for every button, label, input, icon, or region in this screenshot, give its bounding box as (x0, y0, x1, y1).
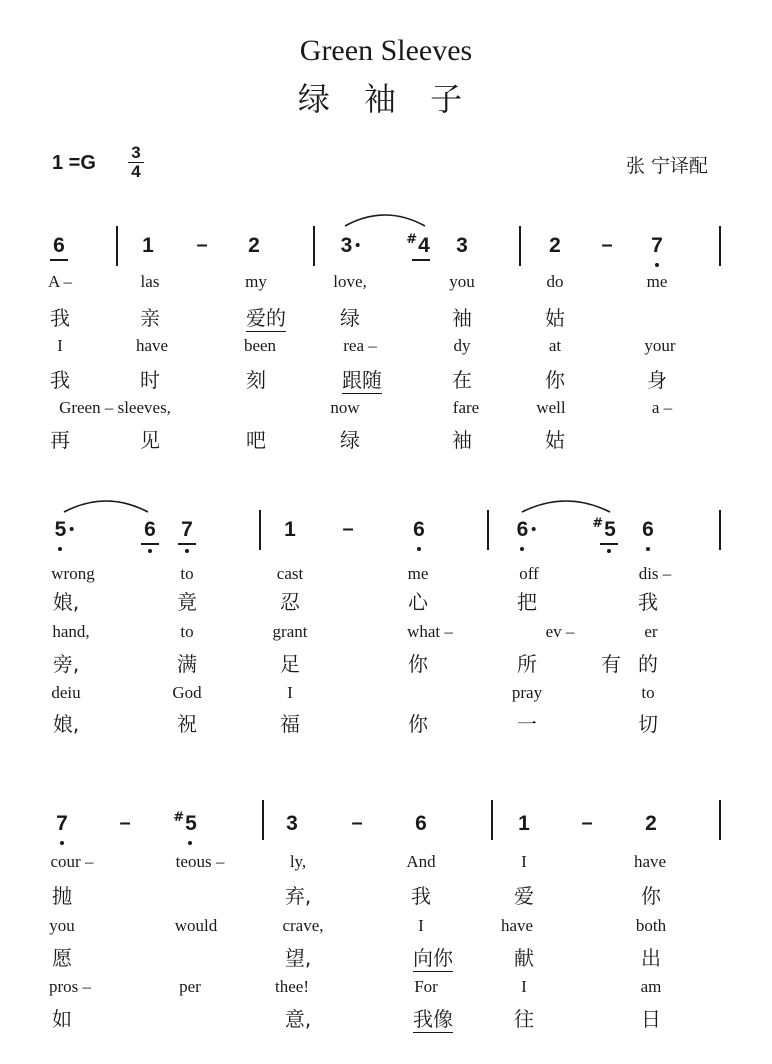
lyric-en: to (180, 622, 194, 641)
lyric-en: dy (453, 336, 471, 355)
lyric-en: per (179, 977, 201, 996)
lyric-zh: 我像 (413, 1007, 453, 1031)
note: 1 (518, 812, 530, 835)
barline (719, 800, 721, 840)
lyric-zh: 我 (50, 306, 70, 330)
lyric-zh: 袖 (452, 428, 472, 452)
lyric-en: ly, (289, 852, 307, 871)
dot-augmentation (531, 527, 535, 531)
lyric-en: well (536, 398, 566, 417)
lyric-en: deiu (51, 683, 81, 702)
lyric-en: teous – (175, 852, 225, 871)
lyric-en: Green – sleeves, (59, 398, 171, 417)
dot-low-octave (185, 549, 189, 553)
lyric-en: dis – (638, 564, 672, 583)
lyric-zh: 见 (140, 428, 160, 452)
lyric-zh: 如 (52, 1007, 72, 1031)
lyric-zh: 的 (638, 652, 658, 676)
dot-low-octave (60, 841, 64, 845)
note: 7 (56, 812, 68, 835)
note: 2 (549, 234, 561, 257)
dot-low-octave (417, 547, 421, 551)
note: 6 (415, 812, 427, 835)
lyric-en: you (449, 272, 475, 291)
lyric-zh: 你 (545, 368, 565, 392)
lyric-zh: 跟随 (342, 368, 382, 392)
barline (262, 800, 264, 840)
lyric-zh: 在 (452, 368, 472, 392)
lyric-en: me (646, 272, 668, 291)
lyric-zh: 出 (641, 946, 661, 970)
underline (141, 543, 159, 545)
lyric-zh: 你 (641, 884, 661, 908)
sharp-sign: # (173, 810, 185, 825)
lyric-en: been (243, 336, 277, 355)
lyric-zh: 我 (638, 590, 658, 614)
lyric-zh: 忍 (280, 590, 300, 614)
lyric-en: cour – (50, 852, 94, 871)
lyric-en: thee! (275, 977, 309, 996)
lyric-zh: 姑 (545, 428, 565, 452)
dash: – (601, 234, 613, 256)
lyric-zh: 绿 (340, 306, 360, 330)
lyric-zh: 福 (280, 712, 300, 736)
underline (178, 543, 196, 545)
note: 6 (642, 518, 654, 541)
dash: – (119, 812, 131, 834)
note: 2 (645, 812, 657, 835)
lyric-en: las (140, 272, 160, 291)
lyric-en: pray (511, 683, 543, 702)
lyric-zh: 你 (408, 712, 428, 736)
lyric-zh: 日 (641, 1007, 661, 1031)
lyric-zh: 绿 (340, 428, 360, 452)
time-signature-top: 3 (131, 143, 141, 162)
lyric-en: what – (407, 622, 453, 641)
note: 1 (142, 234, 154, 257)
lyric-en: have (500, 916, 534, 935)
note-sharp: #5 (173, 810, 197, 835)
lyric-zh: 所 (517, 652, 537, 676)
dash: – (581, 812, 593, 834)
lyric-zh: 祝 (177, 712, 197, 736)
note: 5 (55, 518, 74, 542)
lyric-en: to (641, 683, 655, 702)
lyric-zh: 往 (514, 1007, 534, 1031)
lyric-en: er (644, 622, 658, 641)
barline (491, 800, 493, 840)
note: 7 (651, 234, 663, 257)
note: 6 (413, 518, 425, 541)
sharp-sign: # (406, 232, 418, 247)
dot-low-octave (58, 547, 62, 551)
lyric-en: ev – (545, 622, 575, 641)
dash: – (351, 812, 363, 834)
dot-augmentation (69, 527, 73, 531)
note: 7 (181, 518, 193, 541)
lyric-zh: 切 (638, 712, 658, 736)
lyric-zh: 足 (280, 652, 300, 676)
lyric-en: I (521, 977, 527, 996)
lyric-en: I (57, 336, 63, 355)
lyric-zh: 愿 (52, 946, 72, 970)
lyric-en: you (49, 916, 75, 935)
dot-low-octave (520, 547, 524, 551)
lyric-zh: 吧 (246, 428, 266, 452)
lyric-zh: 把 (517, 590, 537, 614)
lyric-en: A – (47, 272, 73, 291)
note-sharp: #5 (592, 516, 616, 541)
note: 1 (284, 518, 296, 541)
lyric-en: I (521, 852, 527, 871)
lyric-zh: 旁, (52, 652, 80, 676)
lyric-en: would (174, 916, 218, 935)
lyric-en: pros – (48, 977, 92, 996)
lyric-en: your (644, 336, 676, 355)
key-signature: 1 =G (52, 152, 96, 174)
lyric-en: God (172, 683, 202, 702)
lyric-en: rea – (343, 336, 377, 355)
lyric-en: grant (272, 622, 308, 641)
lyric-zh: 意, (284, 1007, 312, 1031)
lyric-zh: 向你 (413, 946, 453, 970)
lyric-en: now (330, 398, 360, 417)
lyric-en: to (180, 564, 194, 583)
lyric-zh: 娘, (52, 712, 80, 736)
lyric-zh: 身 (647, 368, 667, 392)
sharp-sign: # (592, 516, 604, 531)
lyric-en: have (633, 852, 667, 871)
note: 3 (341, 234, 360, 258)
lyric-zh: 亲 (140, 306, 160, 330)
lyric-en: I (418, 916, 424, 935)
translator-credit: 张 宁译配 (626, 155, 709, 177)
lyric-en: love, (333, 272, 367, 291)
lyric-zh: 有 (601, 652, 621, 676)
lyric-en: have (135, 336, 169, 355)
lyric-zh: 一 (517, 712, 537, 736)
lyric-zh: 刻 (246, 368, 266, 392)
slur (64, 501, 148, 512)
lyric-zh: 献 (514, 946, 534, 970)
lyric-zh: 爱 (514, 884, 534, 908)
note: 3 (456, 234, 468, 257)
lyric-en: both (635, 916, 667, 935)
dot-low-octave (607, 549, 611, 553)
lyric-zh: 爱的 (246, 306, 286, 330)
lyric-zh: 袖 (452, 306, 472, 330)
lyric-zh: 满 (177, 652, 197, 676)
note: 3 (286, 812, 298, 835)
dot-low-octave (188, 841, 192, 845)
lyric-zh: 姑 (545, 306, 565, 330)
lyric-en: off (519, 564, 539, 583)
song-title-english: Green Sleeves (299, 34, 473, 67)
lyric-zh: 我 (411, 884, 431, 908)
lyric-en: at (548, 336, 562, 355)
lyric-en: cast (276, 564, 304, 583)
lyric-zh: 时 (140, 368, 160, 392)
lyric-en: I (287, 683, 293, 702)
note: 6 (517, 518, 536, 542)
dash: – (196, 234, 208, 256)
note: 6 (53, 234, 65, 257)
song-title-chinese: 绿 袖 子 (297, 80, 475, 118)
lyric-en: wrong (51, 564, 95, 583)
note: 6 (144, 518, 156, 541)
lyric-en: my (245, 272, 267, 291)
lyric-zh: 抛 (52, 884, 72, 908)
lyric-zh: 心 (408, 590, 428, 614)
lyric-en: hand, (52, 622, 90, 641)
slur (522, 501, 610, 512)
dot-low-octave (148, 549, 152, 553)
lyric-en: a – (651, 398, 673, 417)
underline (600, 543, 618, 545)
lyric-en: am (640, 977, 662, 996)
lyric-zh: 弃, (284, 884, 312, 908)
dash: – (342, 518, 354, 540)
dot-low-octave (646, 547, 650, 551)
note-sharp: #4 (406, 232, 430, 257)
lyric-en: crave, (282, 916, 324, 935)
lyric-zh: 娘, (52, 590, 80, 614)
lyric-en: do (546, 272, 564, 291)
lyric-en: me (407, 564, 429, 583)
note: 2 (248, 234, 260, 257)
lyric-zh: 你 (408, 652, 428, 676)
lyric-zh: 竟 (177, 590, 197, 614)
lyric-zh: 我 (50, 368, 70, 392)
lyric-zh: 望, (284, 946, 312, 970)
lyric-en: fare (452, 398, 480, 417)
lyric-en: And (406, 852, 436, 871)
lyric-zh: 再 (50, 428, 70, 452)
time-signature-bottom: 4 (131, 162, 141, 181)
lyric-en: For (414, 977, 438, 996)
